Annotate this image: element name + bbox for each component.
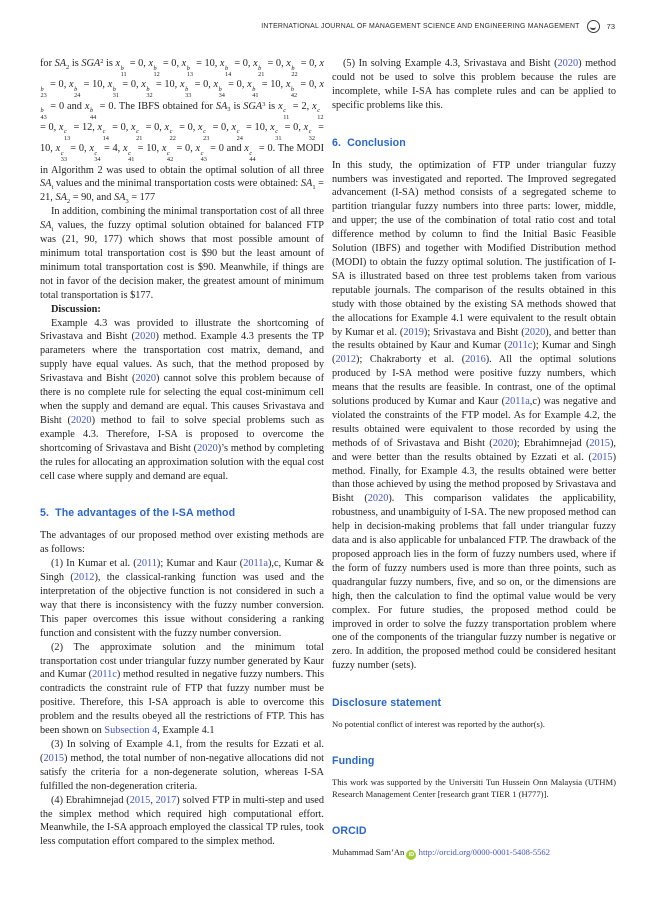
text-run: ) method to fail to solve special problems such as example 4.3. Therefore, I-SA is proposed to overcome the shortcoming of Srivastava and Bisht ( — [40, 414, 324, 454]
discussion-label — [40, 303, 324, 317]
text-run: ); Kumar and Singh ( — [332, 340, 616, 366]
text-run: )’s method by completing the rules for allocating an approximation solution with the equal cost cell case where supply and demand are equal. — [40, 442, 324, 482]
orcid-heading: ORCID — [332, 824, 367, 837]
citation-link[interactable]: 2020 — [557, 58, 579, 69]
text-run: ); Ebrahimnejad ( — [513, 437, 590, 449]
text-run: is — [230, 100, 244, 112]
text-run: (2) The approximate solution and the minimum total transportation cost under triangular fuzzy number generated by Kaur and Kumar ( — [40, 641, 324, 681]
sup-sub-index: b 11 — [120, 64, 127, 78]
text-run: ), and were better than the results obtained by Ezzati et al. ( — [332, 437, 616, 463]
sup-sub-index: b 22 — [291, 64, 298, 78]
sup-sub-index: b 33 — [185, 85, 192, 100]
text-run: ) method could not be used to solve this problem because the rules are incomplete, while I-SA has complete rules and can be applied to specific problems like this. — [332, 58, 617, 111]
sup-sub-index: c 22 — [169, 128, 176, 142]
text-run: ) cannot solve this problem because of there is no complete rule for selecting the equal cost-minimum cell when the supply and demand are equal. This causes Srivastava and Bisht ( — [40, 373, 324, 426]
text-run: ); Chakraborty et al. ( — [356, 354, 466, 366]
citation-link[interactable]: 2020 — [70, 414, 92, 426]
citation-link[interactable]: 2017 — [155, 794, 177, 806]
text-run: is — [103, 58, 116, 69]
sup-sub-index: b 34 — [218, 85, 225, 100]
citation-link[interactable]: 2016 — [465, 354, 486, 366]
text-run: Example 4.3 was provided to illustrate the shortcoming of Srivastava and Bisht ( — [40, 317, 324, 343]
sup-sub-index: b 43 — [40, 107, 47, 121]
text-run: ); Kumar and Kaur ( — [156, 558, 244, 570]
sup-sub-index: b 41 — [252, 85, 259, 100]
text-run: values, the fuzzy optimal solution obtained for balanced FTP was (21, 90, 177) which shows that most possible amount of minimum total transportation cost is $90 but the least amount of minimum total transportation cost is $90. Meanwhile, if things are not in favor of the decision maker, the greatest amount of minimum total transportation is $177. — [40, 220, 324, 301]
sup-sub-index: c 41 — [128, 149, 135, 164]
page-number: 73 — [606, 22, 615, 31]
math-expression: $SA_1$ — [300, 178, 316, 191]
citation-link[interactable]: 2020 — [524, 326, 546, 338]
right-column — [332, 57, 616, 860]
sup-sub-index: b 21 — [258, 64, 265, 78]
text-run: for — [40, 58, 55, 69]
sup-sub-index: b 31 — [112, 85, 120, 100]
text-run: = 177 — [128, 192, 156, 204]
text-run: In addition, combining the minimal transportation cost of all three — [51, 206, 324, 218]
paragraph-disclosure — [332, 719, 616, 731]
text-run: This work was supported by the Universiti Tun Hussein Onn Malaysia (UTHM) Research Management Center [research grant TIER 1 (H777)]. — [332, 776, 616, 799]
text-run: ) method resulted in negative fuzzy numbers. This contradicts the constraint rule of FTP that fuzzy number must be positive. Therefore, this I-SA approach is able to overcome this problem and the results obeyed all the restrictions of FTP. This has been shown on — [40, 669, 324, 737]
text-run: (3) In solving of Example 4.1, from the results for Ezzati et al. ( — [40, 739, 324, 764]
sup-sub-index: c 23 — [203, 128, 210, 142]
sup-sub-index: c 33 — [60, 149, 68, 164]
math-expression: $SA_2$ — [54, 58, 70, 71]
citation-link[interactable]: 2020 — [197, 442, 218, 454]
section-6-heading: 6. Conclusion — [332, 136, 406, 149]
sup-sub-index: b 12 — [153, 64, 160, 78]
journal-title: INTERNATIONAL JOURNAL OF MANAGEMENT SCIENCE AND ENGINEERING MANAGEMENT — [261, 23, 580, 30]
sup-sub-index: b 44 — [89, 107, 97, 121]
publisher-logo-icon — [587, 20, 600, 33]
paragraph-advantage-2 — [40, 641, 324, 738]
sup-sub-index: b 24 — [74, 85, 81, 100]
text-run: ) method, the total number of non-negative allocations did not satisfy the criteria for a non-degenerate solution, whereas I-SA fulfilled the non-degeneration criteria. — [40, 752, 324, 792]
citation-link[interactable]: 2015 — [43, 752, 65, 764]
citation-link[interactable]: 2015 — [589, 437, 610, 449]
sup-sub-index: c 31 — [275, 128, 282, 142]
citation-link[interactable]: 2011a — [505, 396, 530, 408]
sup-sub-index: c 42 — [166, 149, 174, 164]
article-body — [40, 57, 616, 860]
sup-sub-index: c 11 — [283, 107, 290, 121]
left-column — [40, 57, 324, 860]
sup-sub-index: b 14 — [225, 64, 232, 78]
sup-sub-index: c 34 — [94, 149, 101, 164]
text-run: ,c) was negative and violated the constraints of the FTP model. As for Example 4.2, the results obtained were equivalent to those recorded by using the methods of of Srivastava and Bisht ( — [332, 396, 616, 449]
orcid-line — [332, 847, 616, 861]
orcid-url-link[interactable]: http://orcid.org/0000-0001-5408-5562 — [418, 846, 551, 857]
text-run: is — [265, 100, 279, 112]
text-run: and — [223, 143, 245, 155]
text-run: Muhammad Sam’An — [332, 846, 407, 857]
sup-sub-index: c 14 — [102, 128, 109, 142]
citation-link[interactable]: 2011a — [243, 558, 268, 570]
math-expression: $SA_3$ — [215, 100, 231, 114]
section-5-heading: 5. The advantages of the I-SA method — [40, 507, 236, 520]
text-run: ); Srivastava and Bisht ( — [423, 326, 525, 338]
text-run: Discussion: — [51, 303, 101, 315]
text-run: (4) Ebrahimnejad ( — [51, 794, 130, 806]
math-expression: $SA_t$ — [40, 220, 54, 233]
text-run: ) method. Finally, for Example 4.3, the results obtained were better than those achieved by using the method proposed by Srivastava and Bisht ( — [332, 451, 616, 505]
sup-sub-index: c 13 — [64, 128, 71, 142]
page-header — [261, 20, 615, 33]
text-run: = 21, — [40, 178, 324, 204]
sup-sub-index: c 24 — [236, 128, 243, 142]
text-run: ) solved FTP in multi-step and used the simplex method which required high computational effort. Meanwhile, the I-SA approach employed the classical TP rules, took less computation effort compared to the simplex method. — [40, 794, 324, 848]
math-expression: x b 11 = 0, x b 12 = 0, x b 13 = 10, x b 14 = 0, x b 21 = 0, x b 22 = 0, x b 23 = 0, x b 24 = 10, x b 31 = 0, x b 32 = 10, x b 33 = 0, x b 34 = 0, x b 41 = 10, x b 42 = 0, x b 43 = 0 — [40, 58, 324, 121]
text-run: ), and better than the results obtained by Kaur and Kumar ( — [332, 326, 616, 352]
disclosure-heading: Disclosure statement — [332, 697, 442, 710]
text-run: (1) In Kumar et al. ( — [51, 558, 137, 570]
citation-link[interactable]: 2015 — [129, 794, 151, 806]
text-run: and — [64, 100, 85, 112]
paragraph-advantages-intro — [40, 529, 324, 557]
text-run: , Example 4.1 — [157, 725, 215, 737]
citation-link[interactable]: 2019 — [403, 326, 424, 338]
math-expression: x c 11 = 2, x c 12 = 0, x c 13 = 12, x c 14 = 0, x c 21 = 0, x c 22 = 0, x c 23 = 0, x c 24 = 10, x c 31 = 0, x c 32 = 10, x c 33 = 0, x c 34 = 4, x c 41 = 10, x c 42 = 0, x c 43 = 0 — [40, 100, 324, 164]
text-run: . The MODI in Algorithm 2 was used to obtain the optimal solution of all three — [40, 143, 325, 176]
text-run: (5) In solving Example 4.3, Srivastava and Bisht ( — [343, 58, 558, 69]
orcid-icon[interactable]: iD — [406, 850, 416, 860]
paragraph-conclusion — [332, 159, 616, 674]
text-run: In this study, the optimization of FTP under triangular fuzzy numbers was investigated and reported. The Improved segregated advancement (I-SA) method consists of a segregated scheme to partition triangular fuzzy numbers into three parts: lower, middle, and upper; the use of the combination of total ratio cost and total difference method by column to find the Initial Basic Feasible Solution (IBFS) and together with Modified Distribution method (MODI) to obtain the fuzzy optimal solution. The justification of I-SA is illustrated based on three test problems taken from various reputable journals. The comparison of the results obtained in this study with those obtained by the existing SA methods showed that the allocations for Example 4.1 were equivalent to the result obtain by Kumar et al. ( — [332, 159, 616, 338]
citation-link[interactable]: 2020 — [492, 437, 514, 449]
text-run: ) method. Example 4.3 presents the TP parameters where the transportation cost matrix, demand, and supply have equal values. As such, that the method proposed by Srivastava and Bisht ( — [40, 331, 324, 385]
text-run: . The IBFS obtained for — [113, 100, 216, 112]
math-expression: SGA$^2$ — [81, 58, 104, 69]
text-run: The advantages of our proposed method over existing methods are as follows: — [40, 530, 324, 556]
sup-sub-index: c 21 — [136, 128, 143, 142]
sup-sub-index: b 32 — [146, 85, 153, 100]
paragraph-ibfs-results — [40, 57, 324, 205]
sup-sub-index: b 23 — [40, 85, 47, 100]
text-run: , — [150, 794, 156, 806]
math-expression: $SA_3$ — [114, 192, 129, 205]
paragraph-discussion — [40, 317, 324, 484]
sup-sub-index: c 32 — [308, 128, 315, 142]
text-run: ). This comparison validates the applicability, robustness, and unambiguity of I-SA. The new proposed method can help in decision-making problems that fall under triangular fuzzy data and is also applicable for unbalanced FTP. The drawback of the proposed approach lies in the form of fuzzy numbers used, where if the form of fuzzy numbers used is more than three points, such as quadrangular fuzzy numbers, five, and so on, or the dimensions are high, then the calculation to find the optimal value would be very complex. For future studies, the proposed method could be improved in order to solve the fuzzy transportation problem where one of the components of the triangular fuzzy number is negative or zero. In addition, the proposed method could be considered hesitant fuzzy number (sets). — [332, 493, 616, 672]
citation-link[interactable]: 2011c — [507, 340, 533, 352]
math-expression: x c 44 = 0 — [244, 143, 273, 164]
citation-link[interactable]: 2015 — [591, 451, 613, 463]
text-run: values and the minimal transportation costs were obtained: — [53, 178, 301, 190]
math-expression: $SA_2$ — [55, 192, 71, 205]
citation-link[interactable]: 2011c — [92, 669, 117, 681]
paragraph-advantage-3 — [40, 738, 324, 794]
text-run: ). All the optimal solutions produced by I-SA method were positive fuzzy numbers, which means that the results are feasible. In contrast, one of the optimal solutions produced by Kumar and Kaur ( — [332, 354, 617, 408]
funding-heading: Funding — [332, 754, 375, 767]
paragraph-advantage-1 — [40, 557, 324, 640]
subsection-link[interactable]: Subsection 4 — [104, 725, 158, 737]
text-run: ),c, Kumar & Singh ( — [40, 558, 324, 584]
citation-link[interactable]: 2011 — [136, 558, 157, 570]
text-run: is — [69, 58, 82, 69]
citation-link[interactable]: 2020 — [367, 493, 389, 505]
math-expression: $SA_t$ — [40, 178, 54, 191]
math-expression: x b 44 = 0 — [84, 100, 114, 121]
citation-link[interactable]: 2020 — [135, 373, 157, 385]
citation-link[interactable]: 2012 — [335, 354, 357, 366]
paragraph-advantage-5 — [332, 57, 616, 113]
sup-sub-index: c 12 — [317, 107, 324, 121]
paragraph-advantage-4 — [40, 794, 324, 850]
text-run: ), the classical-ranking function was used and the interpretation of the objective function is not considered in such a way that there is inconsistency with the fuzzy number conversion. This paper overcomes this issue without considering a ranking function and consistent with the fuzzy number conversion. — [40, 572, 324, 639]
paragraph-funding — [332, 777, 616, 801]
citation-link[interactable]: 2012 — [73, 572, 95, 584]
sup-sub-index: b 13 — [186, 64, 193, 78]
text-run: No potential conflict of interest was reported by the author(s). — [332, 719, 545, 730]
text-run: = 90, and — [70, 192, 114, 204]
sup-sub-index: b 42 — [290, 85, 298, 100]
sup-sub-index: c 43 — [200, 149, 207, 164]
sup-sub-index: c 44 — [249, 149, 256, 164]
math-expression: SGA$^3$ — [243, 100, 266, 112]
citation-link[interactable]: 2020 — [134, 331, 156, 343]
paragraph-fuzzy-optimal — [40, 205, 324, 302]
